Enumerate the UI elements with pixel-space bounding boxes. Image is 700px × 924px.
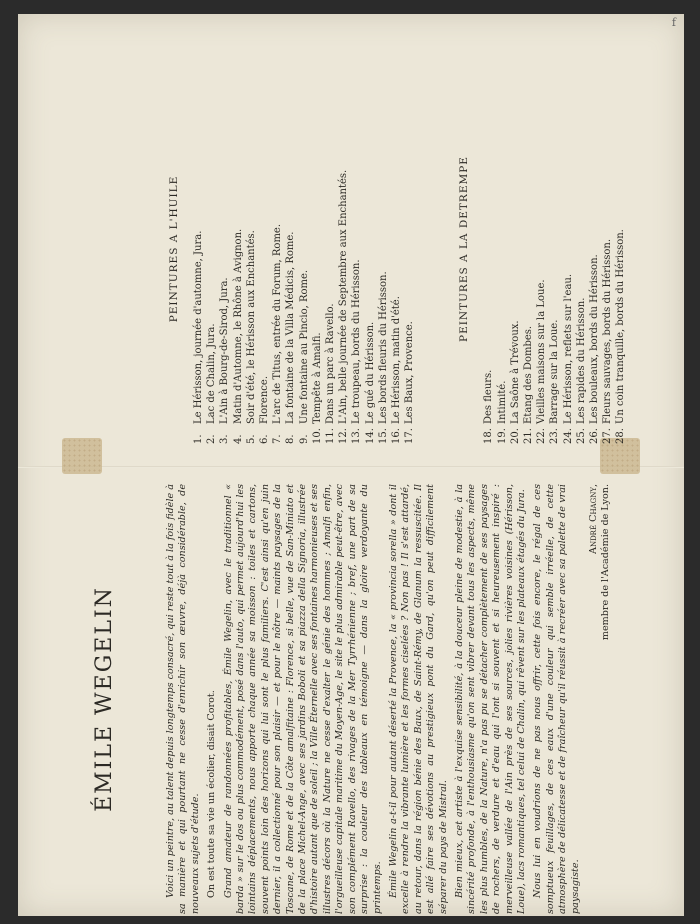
painting-list-item xyxy=(496,54,509,444)
painting-list-item xyxy=(575,54,588,444)
painting-list-item xyxy=(562,54,575,444)
painting-number: 4. xyxy=(232,434,244,444)
painting-number: 11. xyxy=(325,428,337,444)
painting-number: 12. xyxy=(338,428,350,444)
painting-title: Les bords fleuris du Hérisson. xyxy=(377,271,389,424)
painting-title: Le gué du Hérisson. xyxy=(364,321,376,424)
painting-number: 27. xyxy=(602,428,614,444)
painting-number: 3. xyxy=(219,434,231,444)
painting-title: La Saône à Trévoux. xyxy=(509,320,521,424)
folded-catalog-sheet xyxy=(18,14,684,916)
painting-number: 24. xyxy=(562,428,574,444)
painting-number: 6. xyxy=(259,434,271,444)
painting-title: Matin d'Automne, le Rhône à Avignon. xyxy=(232,228,244,424)
painting-list-item xyxy=(205,54,218,444)
signature-role: membre de l'Académie de Lyon. xyxy=(600,484,612,641)
biography-paragraph: Grand amateur de randonnées profitables, Émile Wegelin, avec le traditionnel « barda » sur le dos ou plus commodément, posé dans l'auto, qui permet aujourd'hui les lointains déplacements, nous apporte chaque année sa moisson : toiles et cartons, souvent points loin des horizons qui lui sont le plus familiers. C'est ainsi qu'en juin dernier, il a collectionné pour son plaisir — et pour le nôtre — maints paysages de la Toscane, de Rome et de la Côte amalfitaine : Florence, si belle, vue de San-Miniato et de la place Michel-Ange, avec ses jardins Boboli et sa piazza della Signoria, illustrée d'histoire autant que de soleil ; la Ville Éternelle avec ses fontaines harmonieuses et ses illustres décors où la Nature ne cesse d'exalter le génie des hommes ; Amalfi enfin, l'orgueilleuse capitale maritime du Moyen-Age, le site le plus admirable peut-être, avec son complément Ravello, des rivages de la Mer Tyrrhénienne ; bref, une part de sa surprise : la couleur des tableaux en témoigne — dans la gloire verdoyante du printemps. xyxy=(222,484,383,914)
artist-name-heading: ÉMILE WEGELIN xyxy=(92,586,117,812)
painting-list-item xyxy=(614,54,627,444)
painting-number: 9. xyxy=(298,434,310,444)
painting-number: 17. xyxy=(404,428,416,444)
painting-number: 18. xyxy=(483,428,495,444)
painting-list-item xyxy=(271,54,284,444)
biography-text xyxy=(165,484,582,914)
painting-list-item xyxy=(284,54,297,444)
painting-list-item xyxy=(390,54,403,444)
painting-list-item xyxy=(232,54,245,444)
signature xyxy=(588,484,613,914)
painting-number: 10. xyxy=(311,428,323,444)
paintings-panel xyxy=(168,54,638,444)
painting-title: Etang des Dombes. xyxy=(523,325,535,424)
painting-title: Florence. xyxy=(259,376,271,424)
painting-number: 16. xyxy=(391,428,403,444)
tempera-paintings-title: PEINTURES A LA DETREMPE xyxy=(458,156,471,342)
painting-number: 7. xyxy=(272,434,284,444)
biography-paragraph: Voici un peintre, au talent depuis longtemps consacré, qui reste tout à la fois fidèle à sa manière et qui pourtant ne cesse d'enrichir son œuvre, déjà considérable, de nouveaux sujets d'étude. xyxy=(165,484,201,914)
biography-paragraph: Émile Wegelin a-t-il pour autant déserté la Provence, la « provincia sorella » dont il excelle à rendre la vibrante lumière et les formes ciselées ? Non pas ! Il s'est attardé, au retour, dans la région bénie des Baux, de Saint-Rémy, de Glanum la ressuscitée. Il est allé faire ses dévotions au prestigieux pont du Gard, qu'on peut difficilement séparer du pays de Mistral. xyxy=(387,484,449,914)
painting-title: La fontaine de la Villa Médicis, Rome. xyxy=(285,231,297,424)
painting-title: Le Hérisson, journée d'automne, Jura. xyxy=(193,230,204,424)
signature-name: André Chagny, xyxy=(588,484,599,554)
painting-list-item xyxy=(588,54,601,444)
painting-title: Dans un parc à Ravello. xyxy=(325,303,337,424)
painting-number: 19. xyxy=(496,428,508,444)
painting-list-item xyxy=(350,54,363,444)
painting-number: 13. xyxy=(351,428,363,444)
painting-list-item xyxy=(258,54,271,444)
painting-list-item xyxy=(522,54,535,444)
painting-list-item xyxy=(403,54,416,444)
biography-paragraph: On est toute sa vie un écolier, disait Corot. xyxy=(206,690,218,898)
painting-list-item xyxy=(509,54,522,444)
painting-title: Le Hérisson, matin d'été. xyxy=(391,296,403,424)
painting-list-item xyxy=(245,54,258,444)
painting-number: 20. xyxy=(509,428,521,444)
tempera-paintings-list xyxy=(482,54,627,444)
painting-list-item xyxy=(298,54,311,444)
painting-title: Lac de Chalin, Jura. xyxy=(206,323,218,424)
painting-title: L'Ain à Bourg-de-Sirod, Jura. xyxy=(219,277,231,424)
biography-paragraph: Nous lui en voudrions de ne pas nous offrir, cette fois encore, le régal de ces somptueux feuillages, de ces eaux d'une couleur qui semble irréelle, de cette atmosphère de délicatesse et de fraîcheur qu'il réussit à recréer avec sa palette de vrai paysagiste. xyxy=(532,484,581,914)
fold-line xyxy=(18,466,684,468)
painting-list-item xyxy=(337,54,350,444)
painting-list-item xyxy=(482,54,495,444)
painting-title: Fleurs sauvages, bords du Hérisson. xyxy=(602,239,614,424)
painting-list-item xyxy=(535,54,548,444)
painting-title: Vieilles maisons sur la Loue. xyxy=(536,279,548,424)
painting-title: Le troupeau, bords du Hérisson. xyxy=(351,259,363,424)
painting-title: Une fontaine au Pincio, Rome. xyxy=(298,269,310,424)
painting-list-item xyxy=(192,54,205,444)
painting-number: 25. xyxy=(575,428,587,444)
painting-number: 1. xyxy=(193,434,204,444)
painting-number: 15. xyxy=(377,428,389,444)
tape-mark-left xyxy=(62,438,102,474)
painting-number: 2. xyxy=(206,434,218,444)
painting-title: L'arc de Titus, entrée du Forum, Rome. xyxy=(272,223,284,424)
painting-title: Un coin tranquille, bords du Hérisson. xyxy=(615,229,627,424)
painting-title: Soir d'été, le Hérisson aux Enchantés. xyxy=(245,230,257,424)
painting-title: Le Hérisson, reflets sur l'eau. xyxy=(562,273,574,424)
painting-number: 22. xyxy=(536,428,548,444)
painting-title: Intimité. xyxy=(496,380,508,424)
painting-title: Tempête à Amalfi. xyxy=(311,332,323,424)
biography-paragraph: Bien mieux, cet artiste à l'exquise sensibilité, à la douceur pleine de modestie, à la sincérité profonde, à l'enthousiasme qu'on sent vibrer devant tous les aspects, même les plus humbles, de la Nature, n'a pas pu se détacher complètement de ses paysages de rochers, de verdure et d'eau qui l'ont si souvent et si heureusement inspiré : merveilleuse vallée de l'Ain près de ses sources, jolies rivières voisines (Hérisson, Loue), lacs romantiques, tel celui de Chalin, qui rêvent sur les plateaux étagés du Jura. xyxy=(453,484,527,914)
painting-number: 21. xyxy=(523,428,535,444)
painting-number: 5. xyxy=(245,434,257,444)
painting-list-item xyxy=(324,54,337,444)
painting-list-item xyxy=(548,54,561,444)
painting-number: 26. xyxy=(589,428,601,444)
painting-list-item xyxy=(311,54,324,444)
painting-title: Les bouleaux, bords du Hérisson. xyxy=(589,254,601,424)
painting-list-item xyxy=(377,54,390,444)
oil-paintings-list xyxy=(192,54,416,444)
painting-title: Des fleurs. xyxy=(483,369,495,424)
painting-number: 14. xyxy=(364,428,376,444)
biography-panel xyxy=(78,484,638,914)
oil-paintings-title: PEINTURES A L'HUILE xyxy=(168,175,180,323)
painting-number: 28. xyxy=(615,428,627,444)
corner-mark: f xyxy=(671,16,676,29)
painting-title: Les rapides du Hérisson. xyxy=(575,297,587,424)
painting-number: 23. xyxy=(549,428,561,444)
painting-title: Barrage sur la Loue. xyxy=(549,319,561,424)
painting-list-item xyxy=(364,54,377,444)
painting-list-item xyxy=(601,54,614,444)
painting-list-item xyxy=(218,54,231,444)
painting-title: Les Baux, Provence. xyxy=(404,321,416,424)
painting-title: L'Ain, belle journée de Septembre aux Enchantés. xyxy=(338,169,350,424)
painting-number: 8. xyxy=(285,434,297,444)
